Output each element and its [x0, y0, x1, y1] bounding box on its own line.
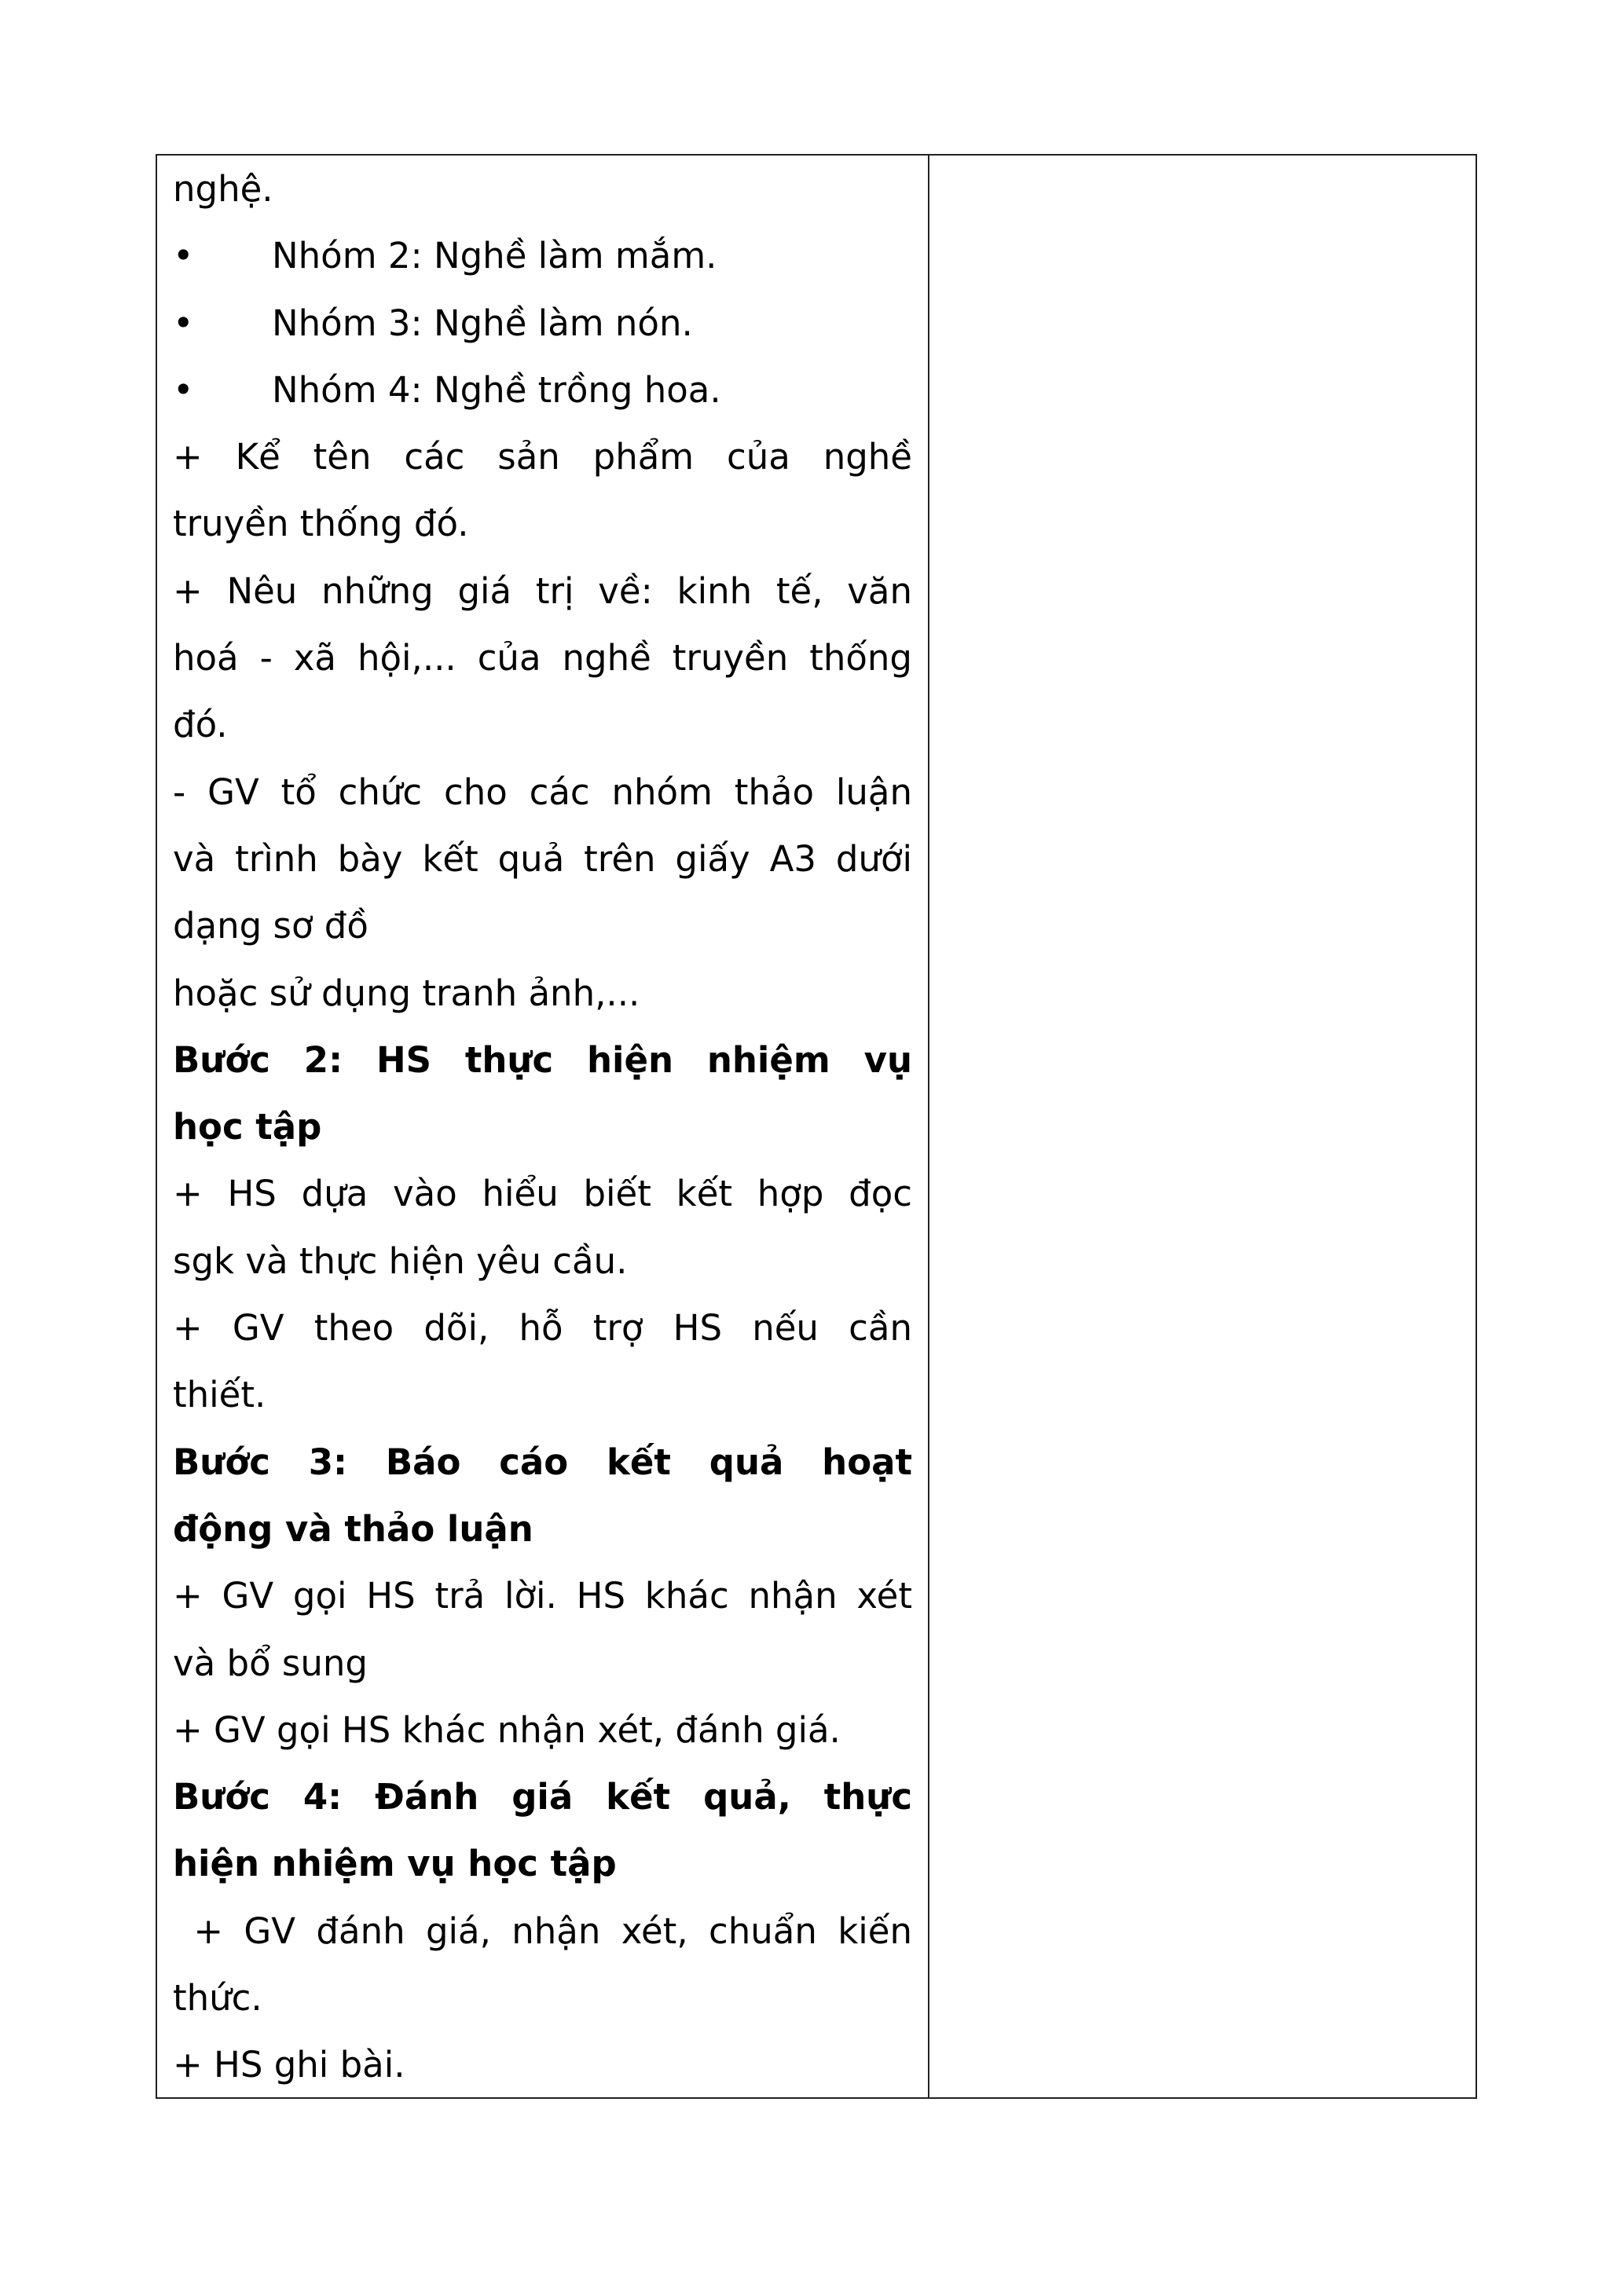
- text-line: + GV đánh giá, nhận xét, chuẩn kiến: [173, 1910, 912, 1952]
- text-line: và bổ sung: [173, 1642, 368, 1684]
- text-line: hoá - xã hội,... của nghề truyền thống: [173, 637, 912, 679]
- bullet-icon: •: [173, 368, 194, 411]
- text-line: + GV gọi HS trả lời. HS khác nhận xét: [173, 1575, 912, 1617]
- text-line: thức.: [173, 1977, 262, 2020]
- right-cell: [929, 156, 1476, 2097]
- step-heading: Bước 2: HS thực hiện nhiệm vụ: [173, 1038, 912, 1081]
- text-line: + HS ghi bài.: [173, 2044, 405, 2086]
- text-line: hoặc sử dụng tranh ảnh,...: [173, 972, 640, 1014]
- lesson-table: [156, 154, 1477, 2099]
- text-line: sgk và thực hiện yêu cầu.: [173, 1240, 628, 1282]
- step-heading: động và thảo luận: [173, 1507, 533, 1550]
- left-cell: [157, 156, 929, 2097]
- bullet-item: [173, 290, 912, 357]
- text-line: - GV tổ chức cho các nhóm thảo luận: [173, 771, 912, 813]
- text-line: dạng sơ đồ: [173, 905, 368, 947]
- text-line: thiết.: [173, 1374, 266, 1416]
- text-line: + Kể tên các sản phẩm của nghề: [173, 436, 912, 478]
- text-line: đó.: [173, 704, 228, 746]
- bullet-icon: •: [173, 235, 194, 277]
- bullet-item: [173, 357, 912, 423]
- text-line: truyền thống đó.: [173, 503, 469, 545]
- bullet-text: Nhóm 4: Nghề trồng hoa.: [272, 368, 721, 411]
- bullet-icon: •: [173, 302, 194, 344]
- text-line: + HS dựa vào hiểu biết kết hợp đọc: [173, 1173, 912, 1215]
- text-line: và trình bày kết quả trên giấy A3 dưới: [173, 837, 912, 880]
- step-heading: hiện nhiệm vụ học tập: [173, 1843, 617, 1885]
- bullet-text: Nhóm 2: Nghề làm mắm.: [272, 235, 717, 277]
- step-heading: học tập: [173, 1106, 322, 1148]
- bullet-item: [173, 222, 912, 289]
- text-line: + GV theo dõi, hỗ trợ HS nếu cần: [173, 1307, 912, 1349]
- text-line: + Nêu những giá trị về: kinh tế, văn: [173, 569, 912, 612]
- step-heading: Bước 3: Báo cáo kết quả hoạt: [173, 1441, 912, 1483]
- text-line: + GV gọi HS khác nhận xét, đánh giá.: [173, 1708, 841, 1751]
- bullet-text: Nhóm 3: Nghề làm nón.: [272, 302, 693, 344]
- text-line: nghệ.: [173, 168, 273, 210]
- step-heading: Bước 4: Đánh giá kết quả, thực: [173, 1776, 912, 1818]
